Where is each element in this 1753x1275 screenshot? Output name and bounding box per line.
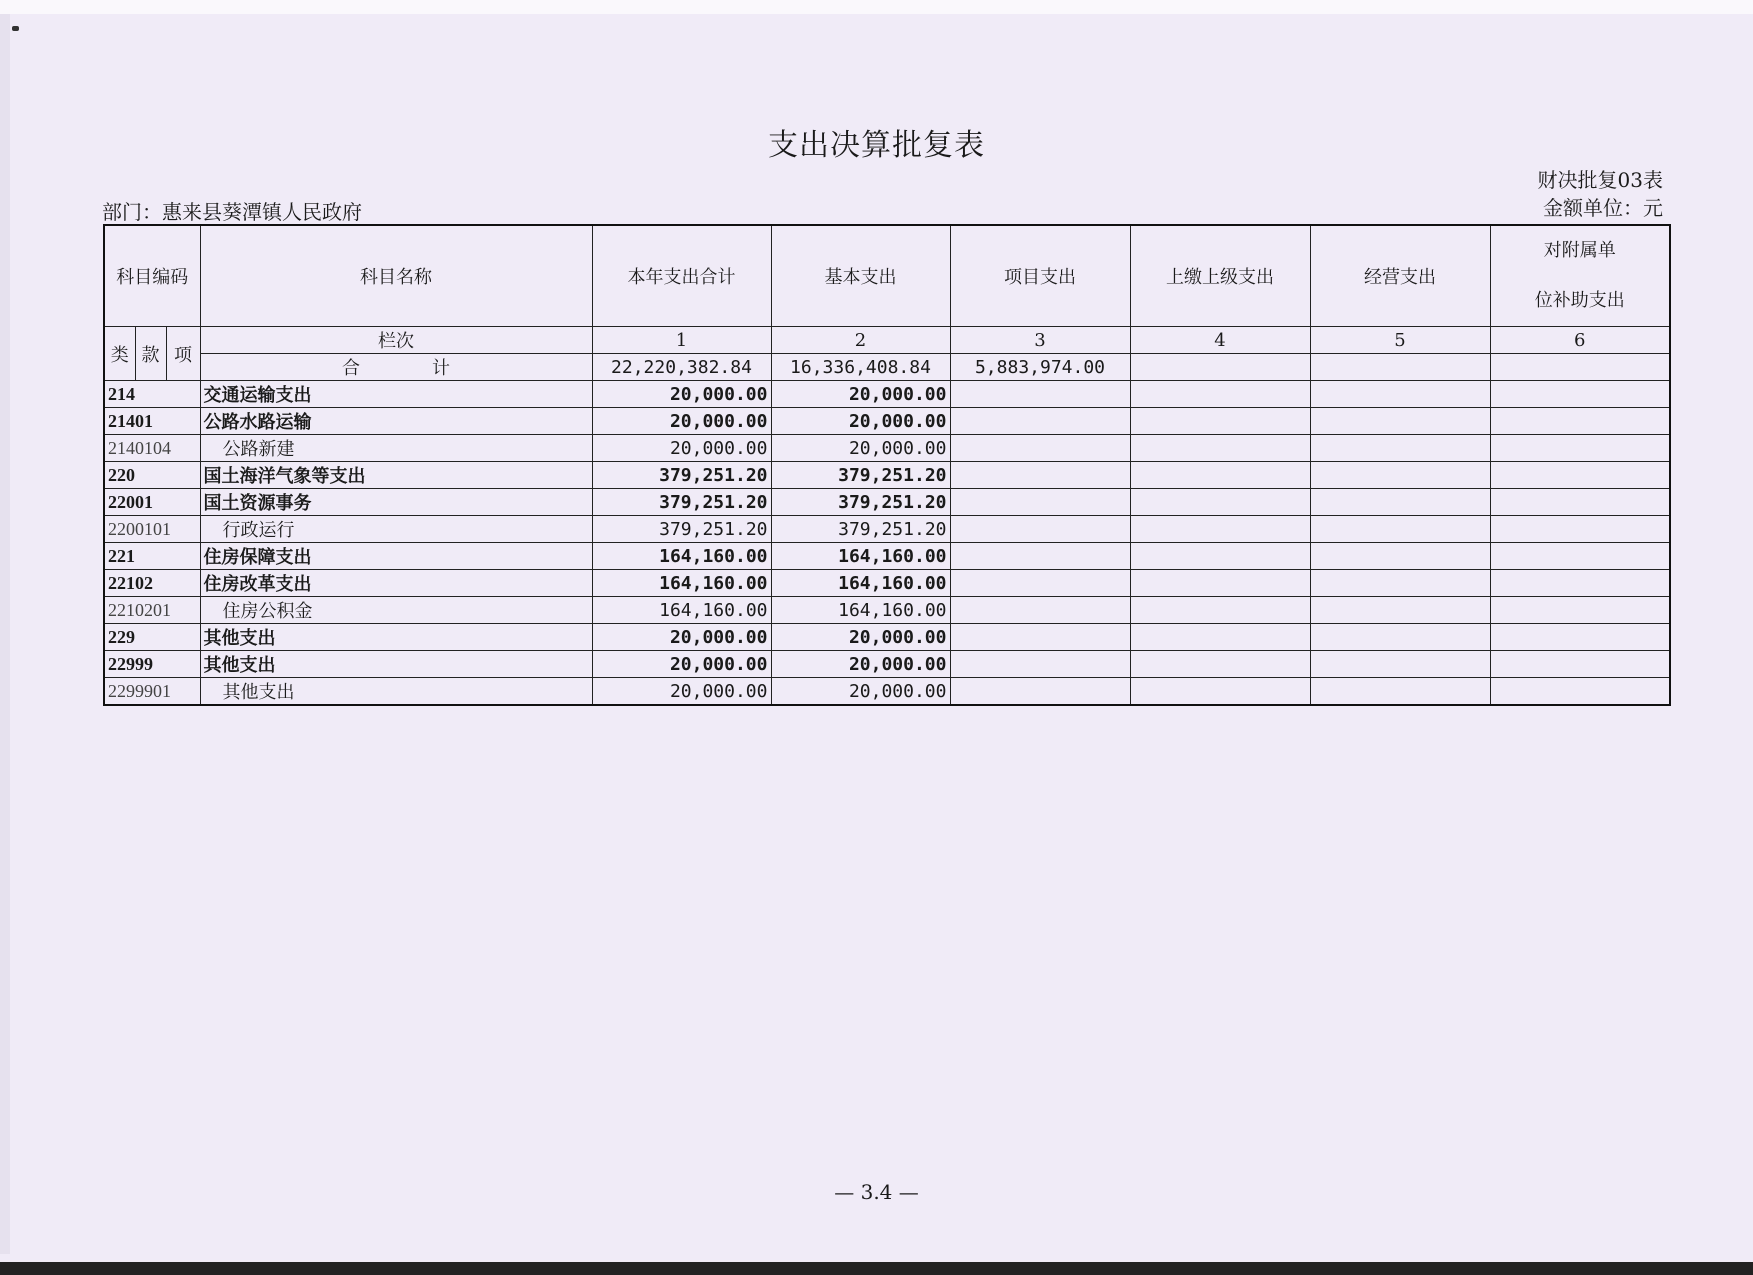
row-upper [1130, 516, 1310, 543]
row-upper [1130, 381, 1310, 408]
row-total: 20,000.00 [592, 678, 771, 706]
row-name: 其他支出 [200, 624, 592, 651]
header-subsidy-line2: 位补助支出 [1534, 290, 1625, 311]
grand-total-value [1310, 354, 1490, 381]
expenditure-table [103, 224, 1671, 706]
col-number: 2 [771, 327, 950, 354]
form-number: 财决批复03表 [1537, 168, 1663, 192]
header-business: 经营支出 [1310, 225, 1490, 327]
row-code: 2140104 [104, 435, 200, 462]
row-code: 22001 [104, 489, 200, 516]
row-total: 164,160.00 [592, 570, 771, 597]
row-subsidy [1490, 597, 1670, 624]
row-name: 其他支出 [200, 678, 592, 706]
row-code: 214 [104, 381, 200, 408]
row-subsidy [1490, 678, 1670, 706]
row-subsidy [1490, 408, 1670, 435]
row-total: 20,000.00 [592, 624, 771, 651]
table-header-row [104, 225, 1670, 327]
row-project [950, 597, 1130, 624]
row-business [1310, 624, 1490, 651]
table-row [104, 516, 1670, 543]
row-code: 229 [104, 624, 200, 651]
scan-left-edge [0, 14, 10, 1254]
header-basic: 基本支出 [771, 225, 950, 327]
row-code: 22102 [104, 570, 200, 597]
row-upper [1130, 489, 1310, 516]
row-upper [1130, 435, 1310, 462]
row-subsidy [1490, 489, 1670, 516]
row-code: 2210201 [104, 597, 200, 624]
table-row [104, 462, 1670, 489]
row-business [1310, 381, 1490, 408]
row-code: 221 [104, 543, 200, 570]
row-name: 公路新建 [200, 435, 592, 462]
row-upper [1130, 597, 1310, 624]
row-name: 住房保障支出 [200, 543, 592, 570]
row-basic: 20,000.00 [771, 624, 950, 651]
row-project [950, 381, 1130, 408]
row-name: 交通运输支出 [200, 381, 592, 408]
row-basic: 164,160.00 [771, 597, 950, 624]
col-number: 6 [1490, 327, 1670, 354]
header-total: 本年支出合计 [592, 225, 771, 327]
row-project [950, 678, 1130, 706]
sub-header-kuan: 款 [135, 327, 166, 381]
row-project [950, 435, 1130, 462]
row-business [1310, 516, 1490, 543]
table-row [104, 435, 1670, 462]
department-label: 部门：惠来县葵潭镇人民政府 [102, 200, 362, 224]
scan-bottom-edge [0, 1262, 1753, 1275]
row-basic: 20,000.00 [771, 678, 950, 706]
row-basic: 164,160.00 [771, 543, 950, 570]
table-row [104, 597, 1670, 624]
row-project [950, 543, 1130, 570]
row-code: 2200101 [104, 516, 200, 543]
row-business [1310, 435, 1490, 462]
col-number: 1 [592, 327, 771, 354]
header-project: 项目支出 [950, 225, 1130, 327]
row-subsidy [1490, 462, 1670, 489]
table-row [104, 381, 1670, 408]
row-business [1310, 408, 1490, 435]
row-business [1310, 570, 1490, 597]
header-subsidy [1490, 225, 1670, 327]
row-upper [1130, 624, 1310, 651]
column-seq-label: 栏次 [200, 327, 592, 354]
sub-header-lei: 类 [104, 327, 135, 381]
row-business [1310, 489, 1490, 516]
row-name: 行政运行 [200, 516, 592, 543]
row-upper [1130, 570, 1310, 597]
row-business [1310, 543, 1490, 570]
amount-unit: 金额单位：元 [1543, 196, 1663, 220]
table-row [104, 408, 1670, 435]
row-total: 164,160.00 [592, 543, 771, 570]
row-name: 住房改革支出 [200, 570, 592, 597]
row-project [950, 489, 1130, 516]
row-total: 379,251.20 [592, 462, 771, 489]
grand-total-row [104, 354, 1670, 381]
row-basic: 379,251.20 [771, 516, 950, 543]
row-code: 2299901 [104, 678, 200, 706]
row-subsidy [1490, 651, 1670, 678]
page-number: — 3.4 — [834, 1180, 919, 1204]
row-business [1310, 462, 1490, 489]
row-upper [1130, 408, 1310, 435]
header-name: 科目名称 [200, 225, 592, 327]
row-upper [1130, 462, 1310, 489]
row-basic: 379,251.20 [771, 462, 950, 489]
header-code: 科目编码 [104, 225, 200, 327]
row-upper [1130, 543, 1310, 570]
table-row [104, 678, 1670, 706]
row-business [1310, 651, 1490, 678]
header-subsidy-line1: 对附属单 [1543, 240, 1616, 261]
row-total: 379,251.20 [592, 489, 771, 516]
page-title: 支出决算批复表 [768, 128, 985, 163]
row-project [950, 570, 1130, 597]
row-upper [1130, 651, 1310, 678]
row-name: 国土海洋气象等支出 [200, 462, 592, 489]
row-basic: 164,160.00 [771, 570, 950, 597]
row-subsidy [1490, 624, 1670, 651]
row-upper [1130, 678, 1310, 706]
row-project [950, 624, 1130, 651]
table-row [104, 489, 1670, 516]
row-basic: 20,000.00 [771, 381, 950, 408]
row-subsidy [1490, 543, 1670, 570]
row-name: 国土资源事务 [200, 489, 592, 516]
scan-top-edge [0, 0, 1753, 14]
table-row [104, 624, 1670, 651]
row-subsidy [1490, 516, 1670, 543]
row-total: 20,000.00 [592, 435, 771, 462]
row-project [950, 408, 1130, 435]
row-code: 22999 [104, 651, 200, 678]
row-business [1310, 678, 1490, 706]
row-name: 其他支出 [200, 651, 592, 678]
table-row [104, 543, 1670, 570]
row-subsidy [1490, 381, 1670, 408]
row-basic: 20,000.00 [771, 435, 950, 462]
header-upper: 上缴上级支出 [1130, 225, 1310, 327]
col-number: 5 [1310, 327, 1490, 354]
row-code: 220 [104, 462, 200, 489]
table-row [104, 570, 1670, 597]
col-number: 3 [950, 327, 1130, 354]
row-name: 公路水路运输 [200, 408, 592, 435]
table-row [104, 651, 1670, 678]
row-subsidy [1490, 570, 1670, 597]
scan-corner-mark [12, 26, 19, 31]
sub-header-xiang: 项 [166, 327, 200, 381]
row-project [950, 651, 1130, 678]
grand-total-label: 合 计 [200, 354, 592, 381]
column-number-row [104, 327, 1670, 354]
grand-total-value: 16,336,408.84 [771, 354, 950, 381]
row-project [950, 516, 1130, 543]
grand-total-value: 22,220,382.84 [592, 354, 771, 381]
row-total: 20,000.00 [592, 381, 771, 408]
row-basic: 379,251.20 [771, 489, 950, 516]
row-project [950, 462, 1130, 489]
row-total: 20,000.00 [592, 408, 771, 435]
row-code: 21401 [104, 408, 200, 435]
grand-total-value [1490, 354, 1670, 381]
row-basic: 20,000.00 [771, 408, 950, 435]
row-total: 379,251.20 [592, 516, 771, 543]
row-subsidy [1490, 435, 1670, 462]
col-number: 4 [1130, 327, 1310, 354]
row-basic: 20,000.00 [771, 651, 950, 678]
row-total: 164,160.00 [592, 597, 771, 624]
row-business [1310, 597, 1490, 624]
table-body [104, 381, 1670, 706]
grand-total-value: 5,883,974.00 [950, 354, 1130, 381]
row-name: 住房公积金 [200, 597, 592, 624]
grand-total-value [1130, 354, 1310, 381]
row-total: 20,000.00 [592, 651, 771, 678]
